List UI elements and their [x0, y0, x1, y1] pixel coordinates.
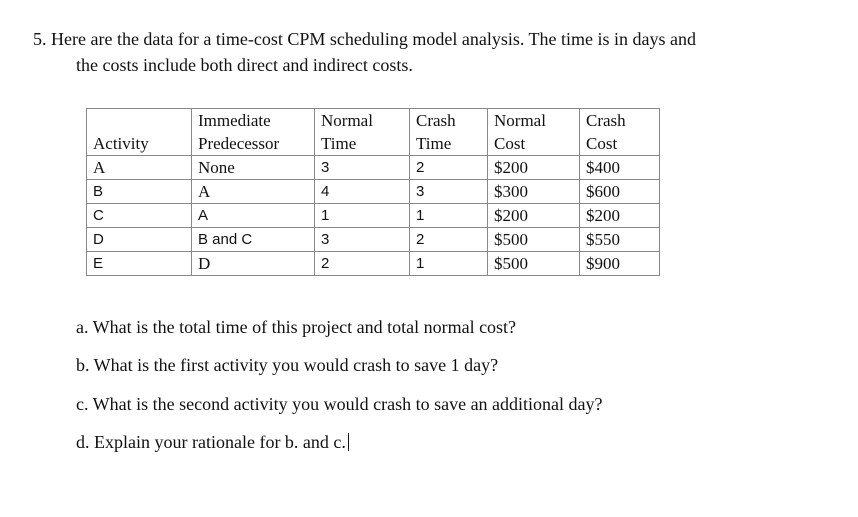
- table-cell: $900: [580, 252, 660, 276]
- table-cell: $600: [580, 180, 660, 204]
- question-text-line1: 5. Here are the data for a time-cost CPM scheduling model analysis. The time is in days and: [33, 29, 697, 49]
- table-row: [87, 180, 660, 204]
- question-text-line2: the costs include both direct and indirect costs.: [76, 55, 413, 75]
- header-cell: Normal: [315, 109, 410, 133]
- header-cell: Time: [410, 132, 488, 156]
- subquestion-d: d. Explain your rationale for b. and c.: [76, 432, 346, 452]
- table-cell: 4: [315, 180, 410, 204]
- header-cell: [87, 109, 192, 133]
- table-cell: $400: [580, 156, 660, 180]
- table-cell: $550: [580, 228, 660, 252]
- table-cell: $200: [488, 204, 580, 228]
- table-cell: 2: [410, 156, 488, 180]
- subquestion-b: b. What is the first activity you would crash to save 1 day?: [76, 355, 499, 375]
- header-cell: Cost: [488, 132, 580, 156]
- header-cell: Cost: [580, 132, 660, 156]
- table-cell: 1: [410, 252, 488, 276]
- header-cell: Normal: [488, 109, 580, 133]
- table-cell: None: [192, 156, 315, 180]
- table-row: [87, 228, 660, 252]
- table-cell: E: [87, 252, 192, 276]
- subquestion-d-line[interactable]: [76, 432, 349, 453]
- table-cell: $500: [488, 228, 580, 252]
- table-cell: 3: [410, 180, 488, 204]
- table-cell: 2: [315, 252, 410, 276]
- table-cell: B and C: [192, 228, 315, 252]
- table-row: [87, 156, 660, 180]
- text-cursor: [348, 433, 349, 451]
- header-cell: Immediate: [192, 109, 315, 133]
- table-cell: $300: [488, 180, 580, 204]
- header-cell: Crash: [410, 109, 488, 133]
- table-cell: 1: [315, 204, 410, 228]
- table-cell: A: [87, 156, 192, 180]
- table-header-row: [87, 109, 660, 133]
- header-cell: Predecessor: [192, 132, 315, 156]
- table-row: [87, 204, 660, 228]
- table-cell: D: [192, 252, 315, 276]
- table-cell: A: [192, 204, 315, 228]
- table-cell: B: [87, 180, 192, 204]
- header-cell: Activity: [87, 132, 192, 156]
- table-cell: $500: [488, 252, 580, 276]
- table-cell: $200: [580, 204, 660, 228]
- table-header-row: [87, 132, 660, 156]
- table-cell: $200: [488, 156, 580, 180]
- subquestion-a: a. What is the total time of this project and total normal cost?: [76, 317, 517, 337]
- table-cell: A: [192, 180, 315, 204]
- cpm-data-table: [86, 108, 660, 276]
- header-cell: Time: [315, 132, 410, 156]
- table-cell: 3: [315, 228, 410, 252]
- table-cell: 2: [410, 228, 488, 252]
- subquestion-c: c. What is the second activity you would crash to save an additional day?: [76, 394, 603, 414]
- table-cell: D: [87, 228, 192, 252]
- table-cell: C: [87, 204, 192, 228]
- header-cell: Crash: [580, 109, 660, 133]
- table-row: [87, 252, 660, 276]
- table-cell: 3: [315, 156, 410, 180]
- table-cell: 1: [410, 204, 488, 228]
